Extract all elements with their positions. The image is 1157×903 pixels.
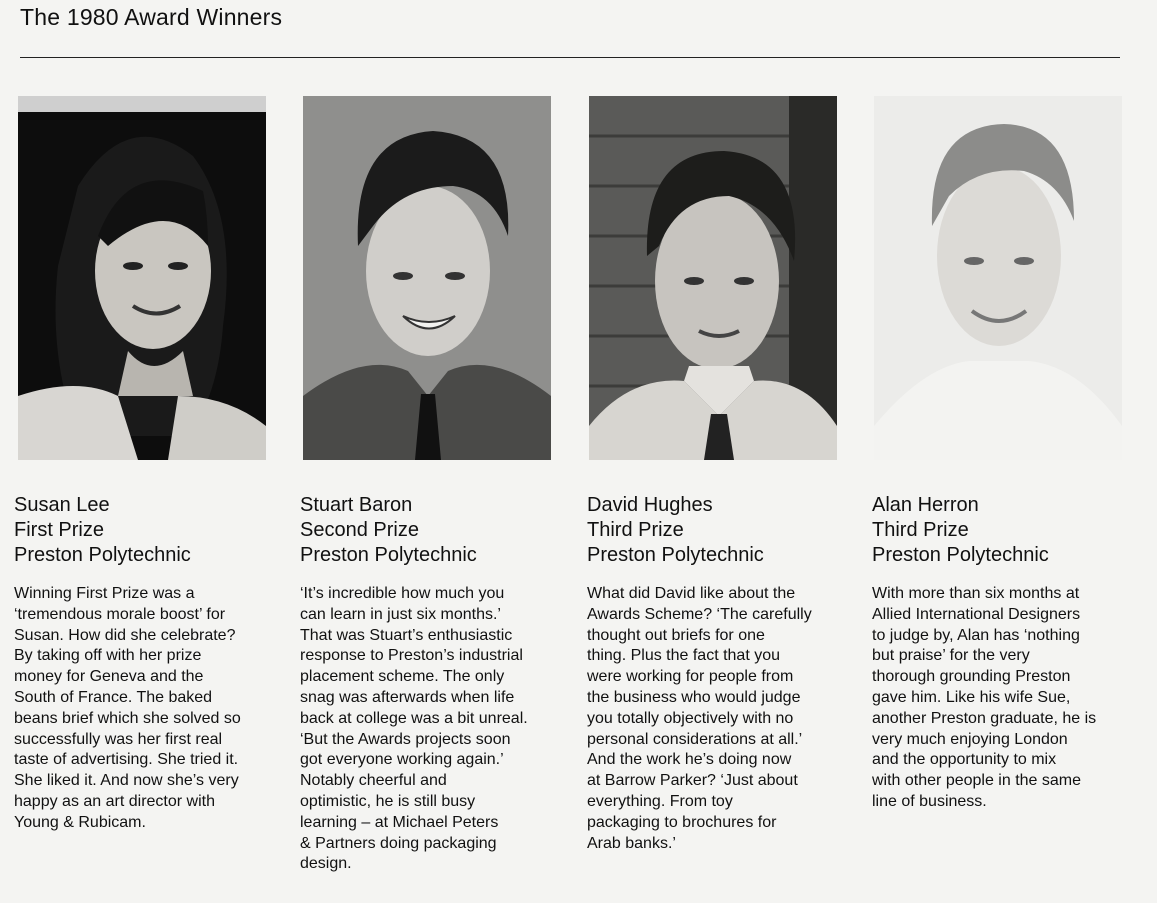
- bio-line: thing. Plus the fact that you: [587, 647, 781, 665]
- winner-bio: [14, 584, 268, 834]
- bio-line: with other people in the same: [872, 772, 1082, 790]
- winner-column-david-hughes: [589, 96, 839, 854]
- bio-line: ‘tremendous morale boost’ for: [14, 605, 226, 623]
- bio-line: snag was afterwards when life: [300, 688, 515, 706]
- winner-name: Stuart Baron: [300, 494, 413, 516]
- winner-caption: [300, 493, 553, 568]
- portrait-photo-alan-herron: [874, 96, 1122, 460]
- winner-school: Preston Polytechnic: [587, 544, 764, 566]
- bio-line: ‘But the Awards projects soon: [300, 730, 511, 748]
- bio-line: and the opportunity to mix: [872, 751, 1057, 769]
- bio-line: packaging to brochures for: [587, 813, 777, 831]
- bio-line: at Barrow Parker? ‘Just about: [587, 772, 798, 790]
- winner-bio: [872, 584, 1124, 813]
- bio-line: placement scheme. The only: [300, 668, 505, 686]
- bio-line: Young & Rubicam.: [14, 813, 146, 831]
- winner-bio: [300, 584, 553, 875]
- bio-line: line of business.: [872, 792, 987, 810]
- bio-line: South of France. The baked: [14, 688, 213, 706]
- bio-line: very much enjoying London: [872, 730, 1068, 748]
- page-title: The 1980 Award Winners: [20, 4, 283, 30]
- winner-column-susan-lee: [14, 96, 268, 834]
- winner-school: Preston Polytechnic: [300, 544, 477, 566]
- bio-line: happy as an art director with: [14, 792, 215, 810]
- bio-line: Awards Scheme? ‘The carefully: [587, 605, 812, 623]
- bio-line: you totally objectively with no: [587, 709, 794, 727]
- bio-line: With more than six months at: [872, 585, 1080, 602]
- bio-line: She liked it. And now she’s very: [14, 772, 239, 790]
- bio-line: personal considerations at all.’: [587, 730, 803, 748]
- winner-caption: [872, 493, 1124, 568]
- bio-line: And the work he’s doing now: [587, 751, 792, 769]
- bio-line: can learn in just six months.’: [300, 605, 501, 623]
- bio-line: Arab banks.’: [587, 834, 676, 852]
- bio-line: were working for people from: [587, 668, 794, 686]
- winner-caption: [14, 493, 268, 568]
- portrait-photo-stuart-baron: [303, 96, 551, 460]
- bio-line: optimistic, he is still busy: [300, 792, 476, 810]
- bio-line: ‘It’s incredible how much you: [300, 585, 505, 602]
- winner-school: Preston Polytechnic: [14, 544, 191, 566]
- bio-line: to judge by, Alan has ‘nothing: [872, 626, 1080, 644]
- bio-line: the business who would judge: [587, 688, 801, 706]
- bio-line: thorough grounding Preston: [872, 668, 1071, 686]
- portrait-photo-susan-lee: [18, 96, 266, 460]
- bio-line: back at college was a bit unreal.: [300, 709, 528, 727]
- bio-line: Susan. How did she celebrate?: [14, 626, 236, 644]
- winner-bio: [587, 584, 839, 854]
- bio-line: learning – at Michael Peters: [300, 813, 499, 831]
- bio-line: successfully was her first real: [14, 730, 223, 748]
- bio-line: everything. From toy: [587, 792, 733, 810]
- bio-line: Winning First Prize was a: [14, 585, 195, 602]
- bio-line: design.: [300, 855, 352, 873]
- portrait-photo-david-hughes: [589, 96, 837, 460]
- bio-line: thought out briefs for one: [587, 626, 765, 644]
- winner-caption: [587, 493, 839, 568]
- winner-column-alan-herron: [874, 96, 1124, 813]
- bio-line: What did David like about the: [587, 585, 796, 602]
- bio-line: beans brief which she solved so: [14, 709, 241, 727]
- winner-column-stuart-baron: [300, 96, 553, 875]
- bio-line: & Partners doing packaging: [300, 834, 497, 852]
- bio-line: but praise’ for the very: [872, 647, 1030, 665]
- winner-prize: Third Prize: [872, 519, 969, 541]
- bio-line: By taking off with her prize: [14, 647, 202, 665]
- winner-school: Preston Polytechnic: [872, 544, 1049, 566]
- bio-line: response to Preston’s industrial: [300, 647, 523, 665]
- winner-name: Susan Lee: [14, 494, 110, 516]
- winner-prize: First Prize: [14, 519, 104, 541]
- bio-line: another Preston graduate, he is: [872, 709, 1097, 727]
- bio-line: Allied International Designers: [872, 605, 1081, 623]
- winner-name: Alan Herron: [872, 494, 979, 516]
- bio-line: Notably cheerful and: [300, 772, 447, 790]
- winner-prize: Third Prize: [587, 519, 684, 541]
- winner-name: David Hughes: [587, 494, 713, 516]
- bio-line: That was Stuart’s enthusiastic: [300, 626, 513, 644]
- bio-line: got everyone working again.’: [300, 751, 504, 769]
- bio-line: money for Geneva and the: [14, 668, 204, 686]
- bio-line: taste of advertising. She tried it.: [14, 751, 239, 769]
- bio-line: gave him. Like his wife Sue,: [872, 688, 1071, 706]
- winner-prize: Second Prize: [300, 519, 419, 541]
- title-divider: [20, 57, 1120, 58]
